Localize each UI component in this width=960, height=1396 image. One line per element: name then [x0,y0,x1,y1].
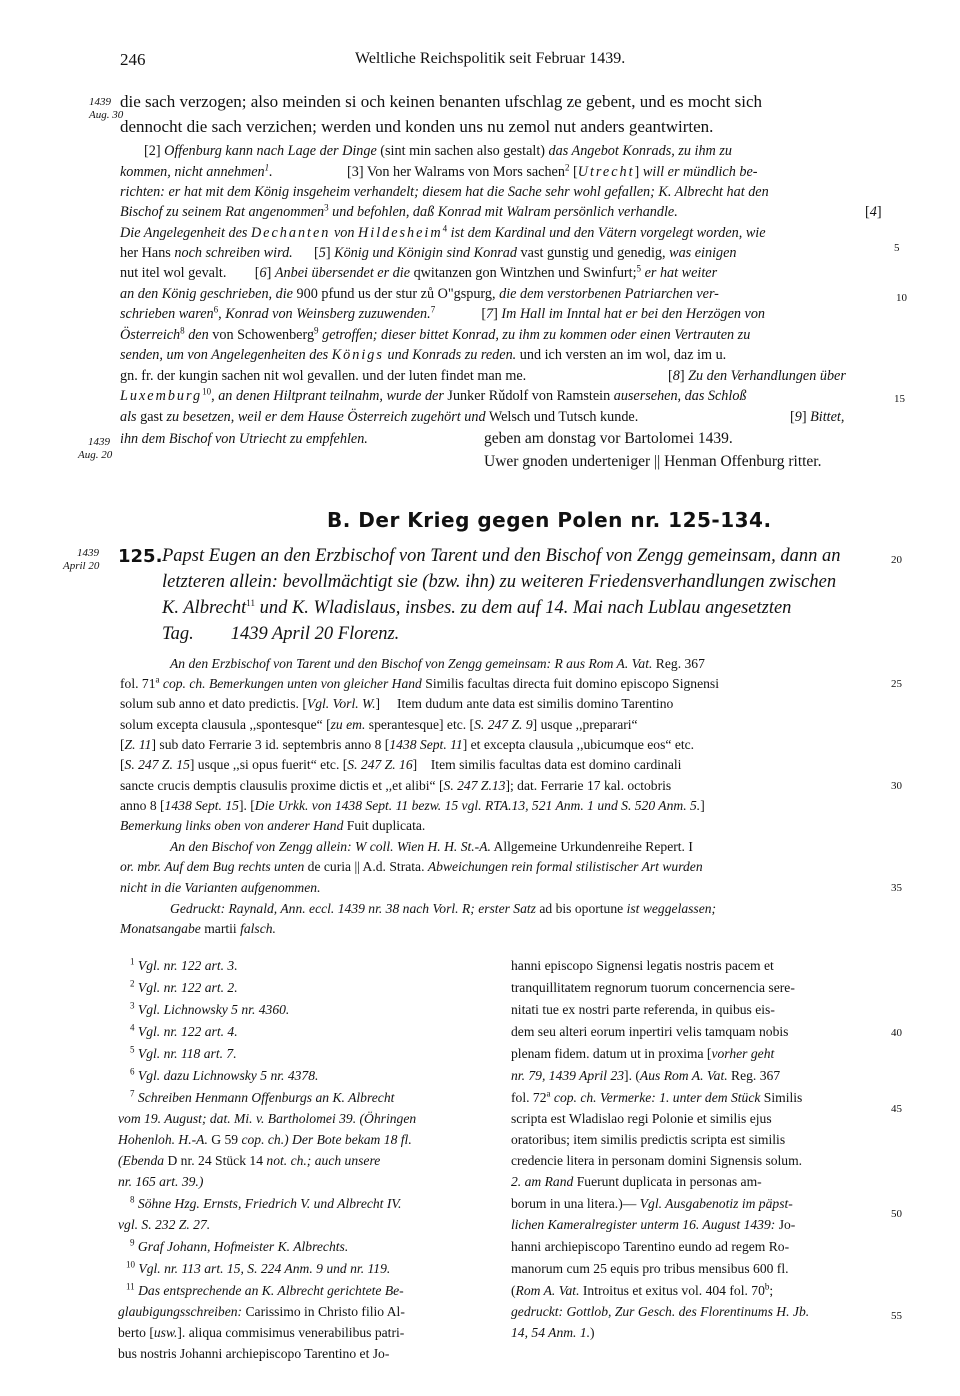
apparatus-line: or. mbr. Auf dem Bug rechts unten de curia || A.d. Strata. Abweichungen rein formal stilistischer Art wurden [120,859,703,874]
footnote: nr. 165 art. 39.) [118,1174,204,1189]
footnote: hanni episcopo Signensi legatis nostris pacem et [511,958,774,973]
text-line: Bischof zu seinem Rat angenommen$^3$ und befohlen, daß Konrad mit Walram persönlich verhandle. [120,202,678,220]
text-line: an den König geschrieben, die 900 pfund us der stur zů O"gspurg, die dem verstorbenen Patriarchen ver- [120,286,719,302]
footnote: $^2$ Vgl. nr. 122 art. 2. [130,978,238,995]
footnote: bus nostris Johanni archiepiscopo Tarentino et Jo- [118,1346,390,1361]
apparatus-line: An den Bischof von Zengg allein: W coll. Wien H. H. St.-A. Allgemeine Urkundenreihe Repert. I [170,839,693,854]
footnote: fol. 72$^a$ cop. ch. Vermerke: 1. unter dem Stück Similis [511,1088,803,1105]
line-number: 55 [891,1310,902,1322]
line-number: 35 [891,882,902,894]
margin-day: April 20 [63,560,100,572]
apparatus-line: An den Erzbischof von Tarent und den Bischof von Zengg gemeinsam: R aus Rom A. Vat. Reg. 367 [170,656,705,671]
footnote: Hohenloh. H.-A. G 59 cop. ch.) Der Bote bekam 18 fl. [118,1132,412,1147]
footnote: tranquillitatem regnorum tuorum concernencia sere- [511,980,795,995]
text-line: [2] Offenburg kann nach Lage der Dinge (sint min sachen also gestalt) das Angebot Konrads, zu ihm zu [144,143,732,159]
margin-date-middle [78,436,112,462]
apparatus-line: fol. 71$^a$ cop. ch. Bemerkungen unten von gleicher Hand Similis facultas directa fuit domino episcopo Signensi [120,674,719,691]
footnote: dem seu alteri eorum inpertiri velis tamquam nobis [511,1024,789,1039]
regest-line: letzteren allein: bevollmächtigt sie (bzw. ihn) zu weiteren Friedensverhandlungen zwischen [162,572,837,592]
text-line: her Hans noch schreiben wird. [5] König und Königin sind Konrad vast gunstig und genedig, was einigen [120,245,737,261]
text-line: Die Angelegenheit des Dechanten von Hildesheim$^4$ ist dem Kardinal und den Vätern vorgelegt worden, wie [120,223,766,241]
line-number: 20 [891,554,902,566]
text-line: senden, um von Angelegenheiten des Königs und Konrads zu reden. und ich versten an im wol, daz im u. [120,347,727,363]
text-line: die sach verzogen; also meinden si och keinen benanten ufschlag ze gebent, und es mocht sich [120,92,763,111]
footnote: $^4$ Vgl. nr. 122 art. 4. [130,1022,238,1039]
apparatus-line: anno 8 [1438 Sept. 15]. [Die Urkk. von 1438 Sept. 11 bezw. 15 vgl. RTA.13, 521 Anm. 1 und S. 520 Anm. 5.] [120,798,705,813]
text-line: [9] Bittet, [790,409,845,425]
footnote: 14, 54 Anm. 1.) [511,1325,595,1340]
footnote: nitati tue ex nostri parte referenda, in quibus eis- [511,1002,775,1017]
footnote: 2. am Rand Fuerunt duplicata in personas am- [511,1174,762,1189]
regest-line: Tag. 1439 April 20 Florenz. [162,624,400,644]
footnote: berto [usw.]. aliqua commisimus venerabilibus patri- [118,1325,405,1340]
text-line: [3] Von her Walrams von Mors sachen$^2$ [Utrecht] will er mündlich be- [347,162,758,180]
footnote: $^{11}$ Das entsprechende an K. Albrecht gerichtete Be- [126,1281,404,1298]
footnote: $^{10}$ Vgl. nr. 113 art. 15, S. 224 Anm. 9 und nr. 119. [126,1259,391,1276]
footnote: $^1$ Vgl. nr. 122 art. 3. [130,956,238,973]
margin-year: 1439 [88,436,110,448]
footnote: $^8$ Söhne Hzg. Ernsts, Friedrich V. und Albrecht IV. [130,1194,402,1211]
footnote: credencie litera in personam domini Signensis solum. [511,1153,803,1168]
apparatus-line: Bemerkung links oben von anderer Hand Fuit duplicata. [120,818,426,833]
text-line: Luxemburg$^{10}$, an denen Hiltprant teilnahm, wurde der Junker Rǔdolf von Ramstein ausersehen, das Schloß [120,386,747,404]
apparatus-line: solum sub anno et dato predictis. [Vgl. Vorl. W.] Item dudum ante data est similis domino Tarentino [120,696,674,711]
line-number: 15 [894,393,905,405]
footnote: $^6$ Vgl. dazu Lichnowsky 5 nr. 4378. [130,1066,319,1083]
text-line: gn. fr. der kungin sachen nit wol gevallen. und der luten findet man me. [120,368,527,384]
line-number: 25 [891,678,902,690]
text-line: Österreich$^8$ den von Schowenberg$^9$ getroffen; dieser bittet Konrad, zu ihm zu kommen oder einen Vertrauten zu [120,325,751,343]
apparatus-line: [S. 247 Z. 15] usque ,,si opus fuerit“ etc. [S. 247 Z. 16] Item similis facultas data est domino cardinali [120,757,682,772]
apparatus-line: sancte crucis demptis clausulis proxime dictis et ,,et alibi“ [S. 247 Z.13]; dat. Ferrarie 17 kal. octobris [120,778,672,793]
apparatus-line: Monatsangabe martii falsch. [120,921,276,936]
footnote: nr. 79, 1439 April 23]. (Aus Rom A. Vat. Reg. 367 [511,1068,781,1083]
text-line: [8] Zu den Verhandlungen über [668,368,846,384]
footnote: $^7$ Schreiben Henmann Offenburgs an K. Albrecht [130,1088,395,1105]
footnote: scripta est Wladislao regi Polonie et similis ejus [511,1111,772,1126]
apparatus-line: solum excepta clausula ,,spontesque“ [zu em. sperantesque] etc. [S. 247 Z. 9] usque ,,preparari“ [120,717,638,732]
closing-date: geben am donstag vor Bartolomei 1439. [484,430,733,447]
footnote: (Ebenda D nr. 24 Stück 14 not. ch.; auch unsere [118,1153,381,1168]
line-number: 50 [891,1208,902,1220]
margin-date-top [89,96,123,122]
section-heading: B. Der Krieg gegen Polen nr. 125-134. [327,508,772,532]
margin-date-doc [63,547,99,573]
footnote: $^5$ Vgl. nr. 118 art. 7. [130,1044,237,1061]
apparatus-line: Gedruckt: Raynald, Ann. eccl. 1439 nr. 38 nach Vorl. R; erster Satz ad bis oportune ist weggelassen; [170,901,717,916]
footnote: oratoribus; item similis predictis scripta est similis [511,1132,786,1147]
text-line: kommen, nicht annehmen$^1$. [120,162,273,180]
footnote: borum in una litera.)— Vgl. Ausgabenotiz im päpst- [511,1196,793,1211]
text-line: richten: er hat mit dem König insgeheim verhandelt; diesem hat die Sache sehr wohl gefallen; K. Albrecht hat den [120,184,769,200]
text-line: nut itel wol gevalt. [6] Anbei übersendet er die qwitanzen gon Wintzhen und Swinfurt;$^5$ er hat weiter [120,263,718,281]
apparatus-line: nicht in die Varianten aufgenommen. [120,880,321,895]
line-number: 5 [894,242,900,254]
footnote: $^9$ Graf Johann, Hofmeister K. Albrechts. [130,1237,349,1254]
footnote: plenam fidem. datum ut in proxima [vorher geht [511,1046,775,1061]
regest-line: K. Albrecht$^{11}$ und K. Wladislaus, insbes. zu dem auf 14. Mai nach Lublau angesetzten [162,597,792,618]
running-title: Weltliche Reichspolitik seit Februar 1439. [355,50,626,67]
text-line: dennocht die sach verzichen; werden und konden uns nu zemol nut anders geantwirten. [120,117,714,136]
apparatus-line: [Z. 11] sub dato Ferrarie 3 id. septembris anno 8 [1438 Sept. 11] et excepta clausula ,,ubicumque eos“ etc. [120,737,695,752]
margin-year: 1439 [77,547,99,559]
text-line: ihn dem Bischof von Utriecht zu empfehlen. [120,431,368,447]
document-number: 125. [118,546,163,567]
margin-year: 1439 [89,96,111,108]
footnote: vom 19. August; dat. Mi. v. Bartholomei 39. (Öhringen [118,1111,417,1126]
text-line: schrieben waren$^6$, Konrad von Weinsberg zuzuwenden.$^7$ [7] Im Hall im Inntal hat er bei den Herzögen von [120,304,766,322]
signature: Uwer gnoden underteniger || Henman Offenburg ritter. [484,453,822,470]
footnote: (Rom A. Vat. Introitus et exitus vol. 404 fol. 70$^b$; [511,1281,774,1298]
line-number: 45 [891,1103,902,1115]
line-number: 30 [891,780,902,792]
line-number: 40 [891,1027,902,1039]
text-line: als gast zu besetzen, weil er dem Hause Österreich zugehört und Welsch und Tutsch kunde. [120,409,639,425]
line-number: 10 [896,292,907,304]
footnote: lichen Kameralregister unterm 16. August 1439: Jo- [511,1217,796,1232]
regest-line: Papst Eugen an den Erzbischof von Tarent und den Bischof von Zengg gemeinsam, dann an [162,546,841,566]
margin-day: Aug. 30 [89,109,124,121]
margin-day: Aug. 20 [78,449,113,461]
footnote: glaubigungsschreiben: Carissimo in Christo filio Al- [118,1304,405,1319]
footnote: manorum cum 25 equis pro tribus mensibus 600 fl. [511,1261,789,1276]
footnote: vgl. S. 232 Z. 27. [118,1217,211,1232]
text-line: [4] [865,204,882,220]
footnote: $^3$ Vgl. Lichnowsky 5 nr. 4360. [130,1000,290,1017]
footnote: hanni archiepiscopo Tarentino eundo ad regem Ro- [511,1239,790,1254]
page-number: 246 [120,50,146,69]
footnote: gedruckt: Gottlob, Zur Gesch. des Florentinums H. Jb. [511,1304,810,1319]
